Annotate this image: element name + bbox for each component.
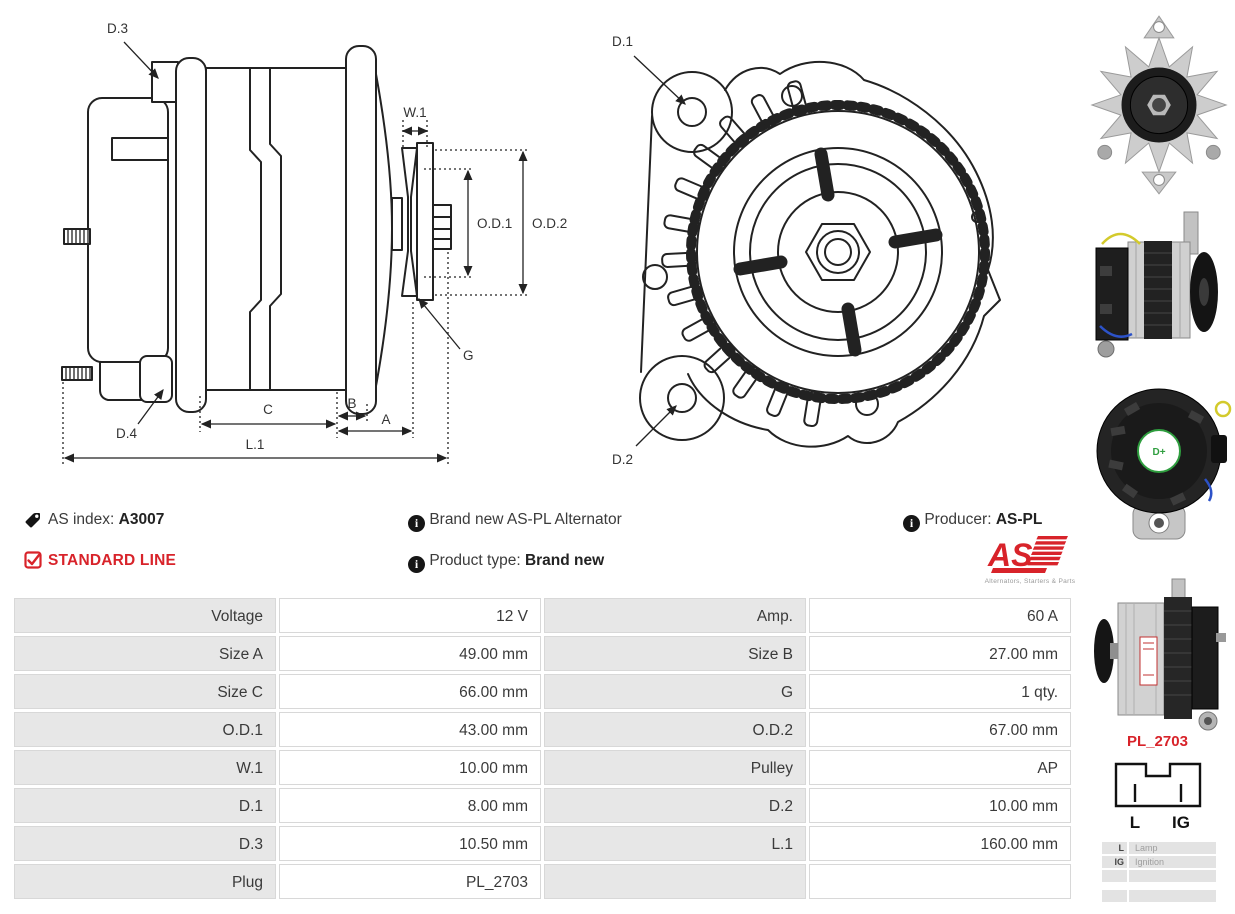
legend-key: IG [1102,856,1127,868]
side-view-drawing [20,8,600,490]
spec-value: 67.00 mm [809,712,1071,747]
vent-slots [662,80,822,427]
front-bracket-outline [346,46,376,414]
spec-value [809,864,1071,899]
spec-value: 10.00 mm [279,750,541,785]
producer-line [903,510,1042,530]
brand-new-label: Brand new AS-PL Alternator [429,511,622,528]
producer-value: AS-PL [995,511,1043,528]
spec-label: Size C [14,674,276,709]
spec-value: 27.00 mm [809,636,1071,671]
spec-row [14,788,1074,823]
spec-value: 66.00 mm [279,674,541,709]
standard-line-label: STANDARD LINE [48,552,177,569]
spec-label: D.3 [14,826,276,861]
pulley-spokes [740,154,936,350]
dimension-label-d1: D.1 [612,34,634,49]
dimension-label-a: A [381,412,391,427]
dimension-label-od2: O.D.2 [532,216,568,231]
dimension-label-d2: D.2 [612,452,634,467]
spec-row [14,636,1074,671]
spec-table [14,598,1074,902]
spec-label: O.D.2 [544,712,806,747]
spec-row [14,864,1074,899]
spec-value: 12 V [279,598,541,633]
mount-hole-d2 [668,384,696,412]
as-pl-logo [980,530,1080,588]
brand-new-line [408,510,622,530]
spec-value: 160.00 mm [809,826,1071,861]
spec-value: 8.00 mm [279,788,541,823]
spec-label: Plug [14,864,276,899]
as-index-value: A3007 [118,511,165,528]
tag-icon [24,511,42,529]
spec-label: W.1 [14,750,276,785]
spec-value: 10.50 mm [279,826,541,861]
info-icon: i [903,515,920,532]
spec-label: D.1 [14,788,276,823]
rear-cover-slot [112,138,168,160]
spec-label: Amp. [544,598,806,633]
plug-diagram [1106,760,1210,834]
as-index-label: AS index: [48,511,115,528]
legend-row [1102,856,1216,868]
product-photo-front [1085,5,1233,200]
spec-label: Pulley [544,750,806,785]
shaft-hex-nut [806,224,870,280]
dimension-label-w1: W.1 [403,105,427,120]
plug-code: PL_2703 [1127,733,1188,750]
rear-bracket-outline [176,58,206,412]
spec-label: O.D.1 [14,712,276,747]
spec-row [14,598,1074,633]
spec-label: Voltage [14,598,276,633]
product-photo-side-label [1088,563,1232,735]
legend-row [1102,842,1216,854]
checkbox-checked-icon [24,551,42,569]
legend-value: Lamp [1129,842,1216,854]
spec-label [544,864,806,899]
as-index [48,510,164,530]
spec-label: D.2 [544,788,806,823]
spec-value: AP [809,750,1071,785]
spec-label: Size A [14,636,276,671]
spec-value: 60 A [809,598,1071,633]
fan-outline [376,74,392,386]
info-icon: i [408,556,425,573]
product-type-label: Product type: [429,552,521,569]
svg-text:D+: D+ [1152,447,1166,458]
legend-value: Ignition [1129,856,1216,868]
product-photo-rear [1085,383,1233,545]
d3-tab [152,62,178,102]
spec-row [14,750,1074,785]
dimension-label-g: G [463,348,474,363]
spec-value: PL_2703 [279,864,541,899]
product-photo-side-wired [1088,208,1232,360]
dimension-label-c: C [263,402,273,417]
pulley-front-flange [402,148,417,296]
legend-row-empty [1102,870,1216,882]
plug-pin-label-l: L [1129,813,1141,832]
dimension-label-l1: L.1 [245,437,265,452]
spec-value: 43.00 mm [279,712,541,747]
spec-label: Size B [544,636,806,671]
dimension-label-d4: D.4 [116,426,138,441]
dimension-label-d3: D.3 [107,21,129,36]
producer-label: Producer: [924,511,992,528]
d4-boss [140,356,172,402]
dimension-label-b: B [347,396,357,411]
plug-legend [1102,842,1216,904]
product-type-line [408,551,604,571]
front-view-drawing [600,8,1080,490]
logo-tagline: Alternators, Starters & Parts [984,578,1076,585]
dimension-label-od1: O.D.1 [477,216,513,231]
spec-row [14,674,1074,709]
shaft [392,198,402,250]
stator-outline [206,68,346,390]
spec-value: 10.00 mm [809,788,1071,823]
legend-key: L [1102,842,1127,854]
spec-value: 1 qty. [809,674,1071,709]
spec-label: L.1 [544,826,806,861]
spec-label: G [544,674,806,709]
product-type-value: Brand new [524,552,605,569]
logo-text: AS [988,537,1033,573]
spec-row [14,826,1074,861]
plug-pin-label-ig: IG [1172,813,1190,832]
gear-teeth-ring [691,105,985,399]
legend-row-empty [1102,890,1216,902]
shaft-nut [433,205,451,249]
spec-value: 49.00 mm [279,636,541,671]
spec-row [14,712,1074,747]
info-icon: i [408,515,425,532]
